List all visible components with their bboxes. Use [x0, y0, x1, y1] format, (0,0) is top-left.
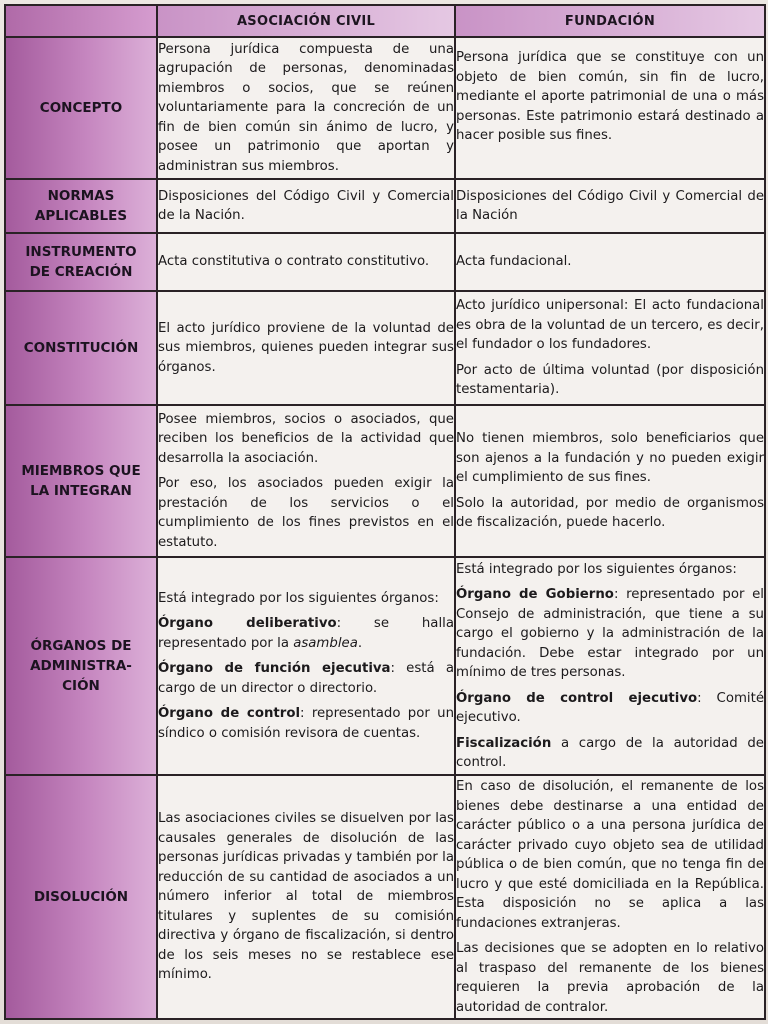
constitucion-asociacion-text: El acto jurídico proviene de la voluntad de sus miembros, quienes pueden integrar sus órganos.	[158, 320, 454, 375]
disolucion-asociacion-cell	[157, 775, 455, 1019]
instrumento-asociacion-cell	[157, 233, 455, 291]
row-label-constitucion: CONSTITUCIÓN	[5, 291, 157, 405]
normas-fundacion-text: Disposiciones del Código Civil y Comercial de la Nación	[456, 188, 764, 223]
instrumento-fundacion-text: Acta fundacional.	[456, 254, 572, 270]
disolucion-fundacion-text-1: En caso de disolución, el remanente de los bienes debe destinarse a una entidad de carácter público o a una persona jurídica de carácter privado cuyo objeto sea de utilidad pública o de bien común, que no tenga fin de lucro y que esté domiciliada en la República. Esta disposición no se aplica a las fundaciones extranjeras.	[456, 779, 764, 931]
row-label-concepto: CONCEPTO	[5, 37, 157, 179]
header-fundacion: FUNDACIÓN	[455, 5, 765, 37]
concepto-fundacion-text: Persona jurídica que se constituye con un objeto de bien común, sin fin de lucro, mediante el aporte patrimonial de una o más personas. Este patrimonio estará destinado a hacer posible sus fines.	[456, 50, 764, 143]
organos-asociacion-item-2: Órgano de función ejecutiva: está a cargo de un director o directorio.	[158, 661, 454, 696]
table-row-disolucion	[5, 775, 765, 1019]
concepto-asociacion-cell	[157, 37, 455, 179]
row-label-disolucion: DISOLUCIÓN	[5, 775, 157, 1019]
table-row-constitucion	[5, 291, 765, 405]
table-row-miembros	[5, 405, 765, 557]
disolucion-fundacion-cell	[455, 775, 765, 1019]
miembros-fundacion-text-2: Solo la autoridad, por medio de organismos de fiscalización, puede hacerlo.	[456, 495, 764, 531]
miembros-asociacion-text-1: Posee miembros, socios o asociados, que reciben los beneficios de la actividad que desarrolla la asociación.	[158, 411, 454, 466]
organos-asociacion-item-1: Órgano deliberativo: se halla representado por la asamblea.	[158, 616, 454, 651]
miembros-fundacion-text-1: No tienen miembros, solo beneficiarios que son ajenos a la fundación y no pueden exigir el cumplimiento de sus fines.	[456, 431, 764, 486]
constitucion-fundacion-text-1: Acto jurídico unipersonal: El acto fundacional es obra de la voluntad de un tercero, es decir, el fundador o los fundadores.	[456, 298, 764, 353]
concepto-fundacion-cell	[455, 37, 765, 179]
normas-fundacion-cell	[455, 179, 765, 233]
miembros-asociacion-text-2: Por eso, los asociados pueden exigir la prestación de los servicios o el cumplimiento de los fines previstos en el estatuto.	[158, 476, 454, 550]
organos-fundacion-cell	[455, 557, 765, 775]
table-row-normas	[5, 179, 765, 233]
organos-fundacion-item-2: Órgano de control ejecutivo: Comité ejecutivo.	[456, 690, 764, 725]
table-row-concepto	[5, 37, 765, 179]
disolucion-fundacion-text-2: Las decisiones que se adopten en lo relativo al traspaso del remanente de los bienes requieren la previa aprobación de la autoridad de contralor.	[456, 941, 764, 1015]
organos-asociacion-item-3: Órgano de control: representado por un síndico o comisión revisora de cuentas.	[158, 706, 454, 741]
row-label-instrumento: INSTRUMENTO DE CREACIÓN	[5, 233, 157, 291]
header-corner-cell	[5, 5, 157, 37]
normas-asociacion-text: Disposiciones del Código Civil y Comercial de la Nación.	[158, 188, 454, 223]
row-label-miembros: MIEMBROS QUE LA INTEGRAN	[5, 405, 157, 557]
normas-asociacion-cell	[157, 179, 455, 233]
row-label-normas: NORMAS APLICABLES	[5, 179, 157, 233]
concepto-asociacion-text: Persona jurídica compuesta de una agrupación de personas, denominadas miembros o socios, que se reúnen voluntariamente para la concreción de un fin de bien común sin ánimo de lucro, y posee un patrimonio que aportan y administran sus miembros.	[158, 41, 454, 174]
constitucion-asociacion-cell	[157, 291, 455, 405]
table-header-row	[5, 5, 765, 37]
disolucion-asociacion-text: Las asociaciones civiles se disuelven por las causales generales de disolución de las personas jurídicas privadas y también por la reducción de su cantidad de asociados a un número inferior al total de miembros titulares y suplentes de su comisión directiva y órgano de fiscalización, si dentro de los seis meses no se restablece ese mínimo.	[158, 811, 454, 983]
table-row-organos	[5, 557, 765, 775]
row-label-organos: ÓRGANOS DE ADMINISTRA- CIÓN	[5, 557, 157, 775]
organos-asociacion-intro: Está integrado por los siguientes órganos:	[158, 590, 439, 606]
organos-asociacion-cell	[157, 557, 455, 775]
instrumento-asociacion-text: Acta constitutiva o contrato constitutivo.	[158, 254, 430, 270]
constitucion-fundacion-cell	[455, 291, 765, 405]
constitucion-fundacion-text-2: Por acto de última voluntad (por disposición testamentaria).	[456, 362, 764, 398]
organos-fundacion-item-3: Fiscalización a cargo de la autoridad de control.	[456, 735, 764, 770]
miembros-fundacion-cell	[455, 405, 765, 557]
miembros-asociacion-cell	[157, 405, 455, 557]
table-row-instrumento	[5, 233, 765, 291]
instrumento-fundacion-cell	[455, 233, 765, 291]
comparison-table	[4, 4, 766, 1020]
header-asociacion-civil: ASOCIACIÓN CIVIL	[157, 5, 455, 37]
organos-fundacion-item-1: Órgano de Gobierno: representado por el Consejo de administración, que tiene a su cargo el gobierno y la administración de la fundación. Debe estar integrado por un mínimo de tres personas.	[456, 587, 764, 680]
organos-fundacion-intro: Está integrado por los siguientes órganos:	[456, 561, 737, 577]
